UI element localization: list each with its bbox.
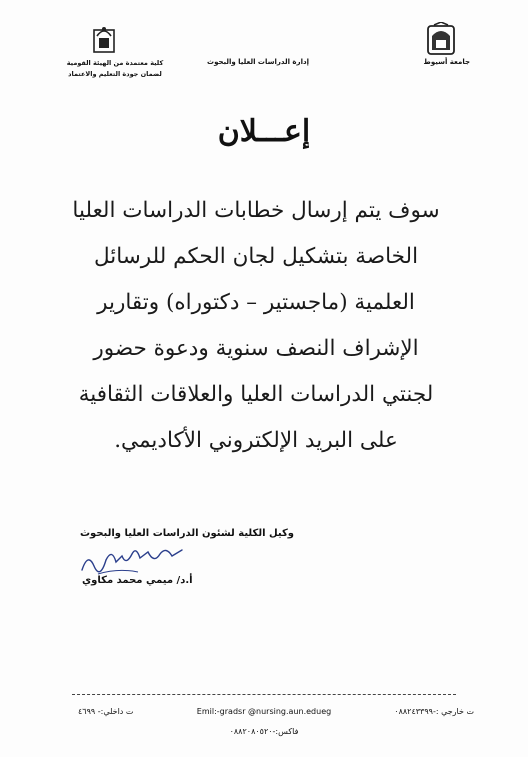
faculty-line: لضمان جودة التعليم والاعتماد xyxy=(68,70,162,78)
department-name: إدارة الدراسات العليا والبحوث xyxy=(207,58,309,66)
faculty-line: كلية معتمدة من الهيئة القومية xyxy=(66,59,164,67)
internal-phone: ت داخلي:- ٤٦٩٩ xyxy=(78,707,134,716)
email-address: Emil:-gradsr @nursing.aun.edueg xyxy=(196,707,332,716)
footer-divider xyxy=(72,694,456,695)
external-phone: ت خارجي :-٠٨٨٢٤٣٣٩٩ xyxy=(394,707,474,716)
announcement-title: إعـــلان xyxy=(217,114,311,149)
body-line: العلمية (ماجستير – دكتوراه) وتقارير xyxy=(97,290,415,315)
body-line: الإشراف النصف سنوية ودعوة حضور xyxy=(93,336,419,361)
announcement-body xyxy=(56,188,456,464)
body-line: سوف يتم إرسال خطابات الدراسات العليا xyxy=(72,198,440,223)
body-line: لجنتي الدراسات العليا والعلاقات الثقافية xyxy=(78,382,434,407)
signatory-name: أ.د/ ميمي محمد مكاوي xyxy=(82,575,193,586)
faculty-accreditation xyxy=(60,58,170,80)
body-line: على البريد الإلكتروني الأكاديمي. xyxy=(114,428,398,453)
university-name: جامعة أسيوط xyxy=(423,58,470,66)
handwritten-signature xyxy=(78,540,188,578)
body-line: الخاصة بتشكيل لجان الحكم للرسائل xyxy=(93,244,419,269)
fax-number: فاكس:-٠٨٨٢٠٨٠٥٢٠ xyxy=(229,727,299,736)
signatory-title: وكيل الكلية لشئون الدراسات العليا والبحوث xyxy=(80,528,295,539)
university-crest-icon xyxy=(426,22,456,56)
faculty-emblem-icon xyxy=(92,24,116,54)
